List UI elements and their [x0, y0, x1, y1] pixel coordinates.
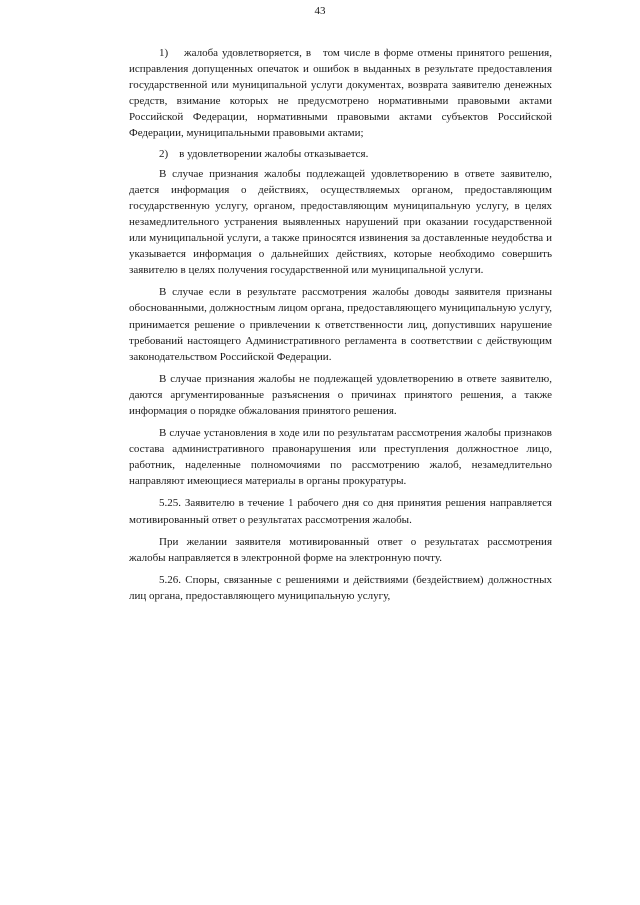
paragraph-complaint-satisfied: В случае признания жалобы подлежащей удовлетворению в ответе заявителю, дается информация о действиях, осуществляемых органом, предоставляющим государственную услугу, органом, предоставляющим муниципальную услугу, в целях незамедлительного устранения выявленных нарушений при оказании государственной или муниципальной услуги, а также приносятся извинения за доставленные неудобства и указывается информация о дальнейших действиях, которые необходимо совершить заявителю в целях получения государственной или муниципальной услуги. — [129, 167, 552, 277]
paragraph-list-item-1: 1) жалоба удовлетворяется, в том числе в форме отмены принятого решения, исправления допущенных опечаток и ошибок в выданных в результате предоставления государственной или муниципальной услуги документах, возврата заявителю денежных средств, взимание которых не предусмотрено нормативными правовыми актами Российской Федерации, нормативными правовыми актами субъектов Российской Федерации, муниципальными правовыми актами; — [129, 47, 552, 140]
document-body — [129, 45, 552, 610]
paragraph-5-26: 5.26. Споры, связанные с решениями и действиями (бездействием) должностных лиц органа, предоставляющего муниципальную услугу, — [129, 573, 552, 602]
page-number: 43 — [314, 5, 326, 17]
paragraph-electronic-response: При желании заявителя мотивированный ответ о результатах рассмотрения жалобы направляется в электронной форме на электронную почту. — [129, 535, 552, 564]
paragraph-list-item-2: 2) в удовлетворении жалобы отказывается. — [159, 147, 369, 160]
paragraph-5-25: 5.25. Заявителю в течение 1 рабочего дня со дня принятия решения направляется мотивированный ответ о результатах рассмотрения жалобы. — [129, 497, 552, 526]
paragraph-offense-detected: В случае установления в ходе или по результатам рассмотрения жалобы признаков состава административного правонарушения или преступления должностное лицо, работник, наделенные полномочиями по рассмотрению жалоб, незамедлительно направляют имеющиеся материалы в органы прокуратуры. — [129, 427, 552, 488]
paragraph-complaint-rejected: В случае признания жалобы не подлежащей удовлетворению в ответе заявителю, даются аргументированные разъяснения о причинах принятого решения, а также информация о порядке обжалования принятого решения. — [129, 372, 552, 417]
paragraph-arguments-justified: В случае если в результате рассмотрения жалобы доводы заявителя признаны обоснованными, должностным лицом органа, предоставляющего муниципальную услугу, принимается решение о привлечении к ответственности лиц, допустивших нарушение требований настоящего Административного регламента в соответствии с действующим законодательством Российской Федерации. — [129, 286, 552, 363]
